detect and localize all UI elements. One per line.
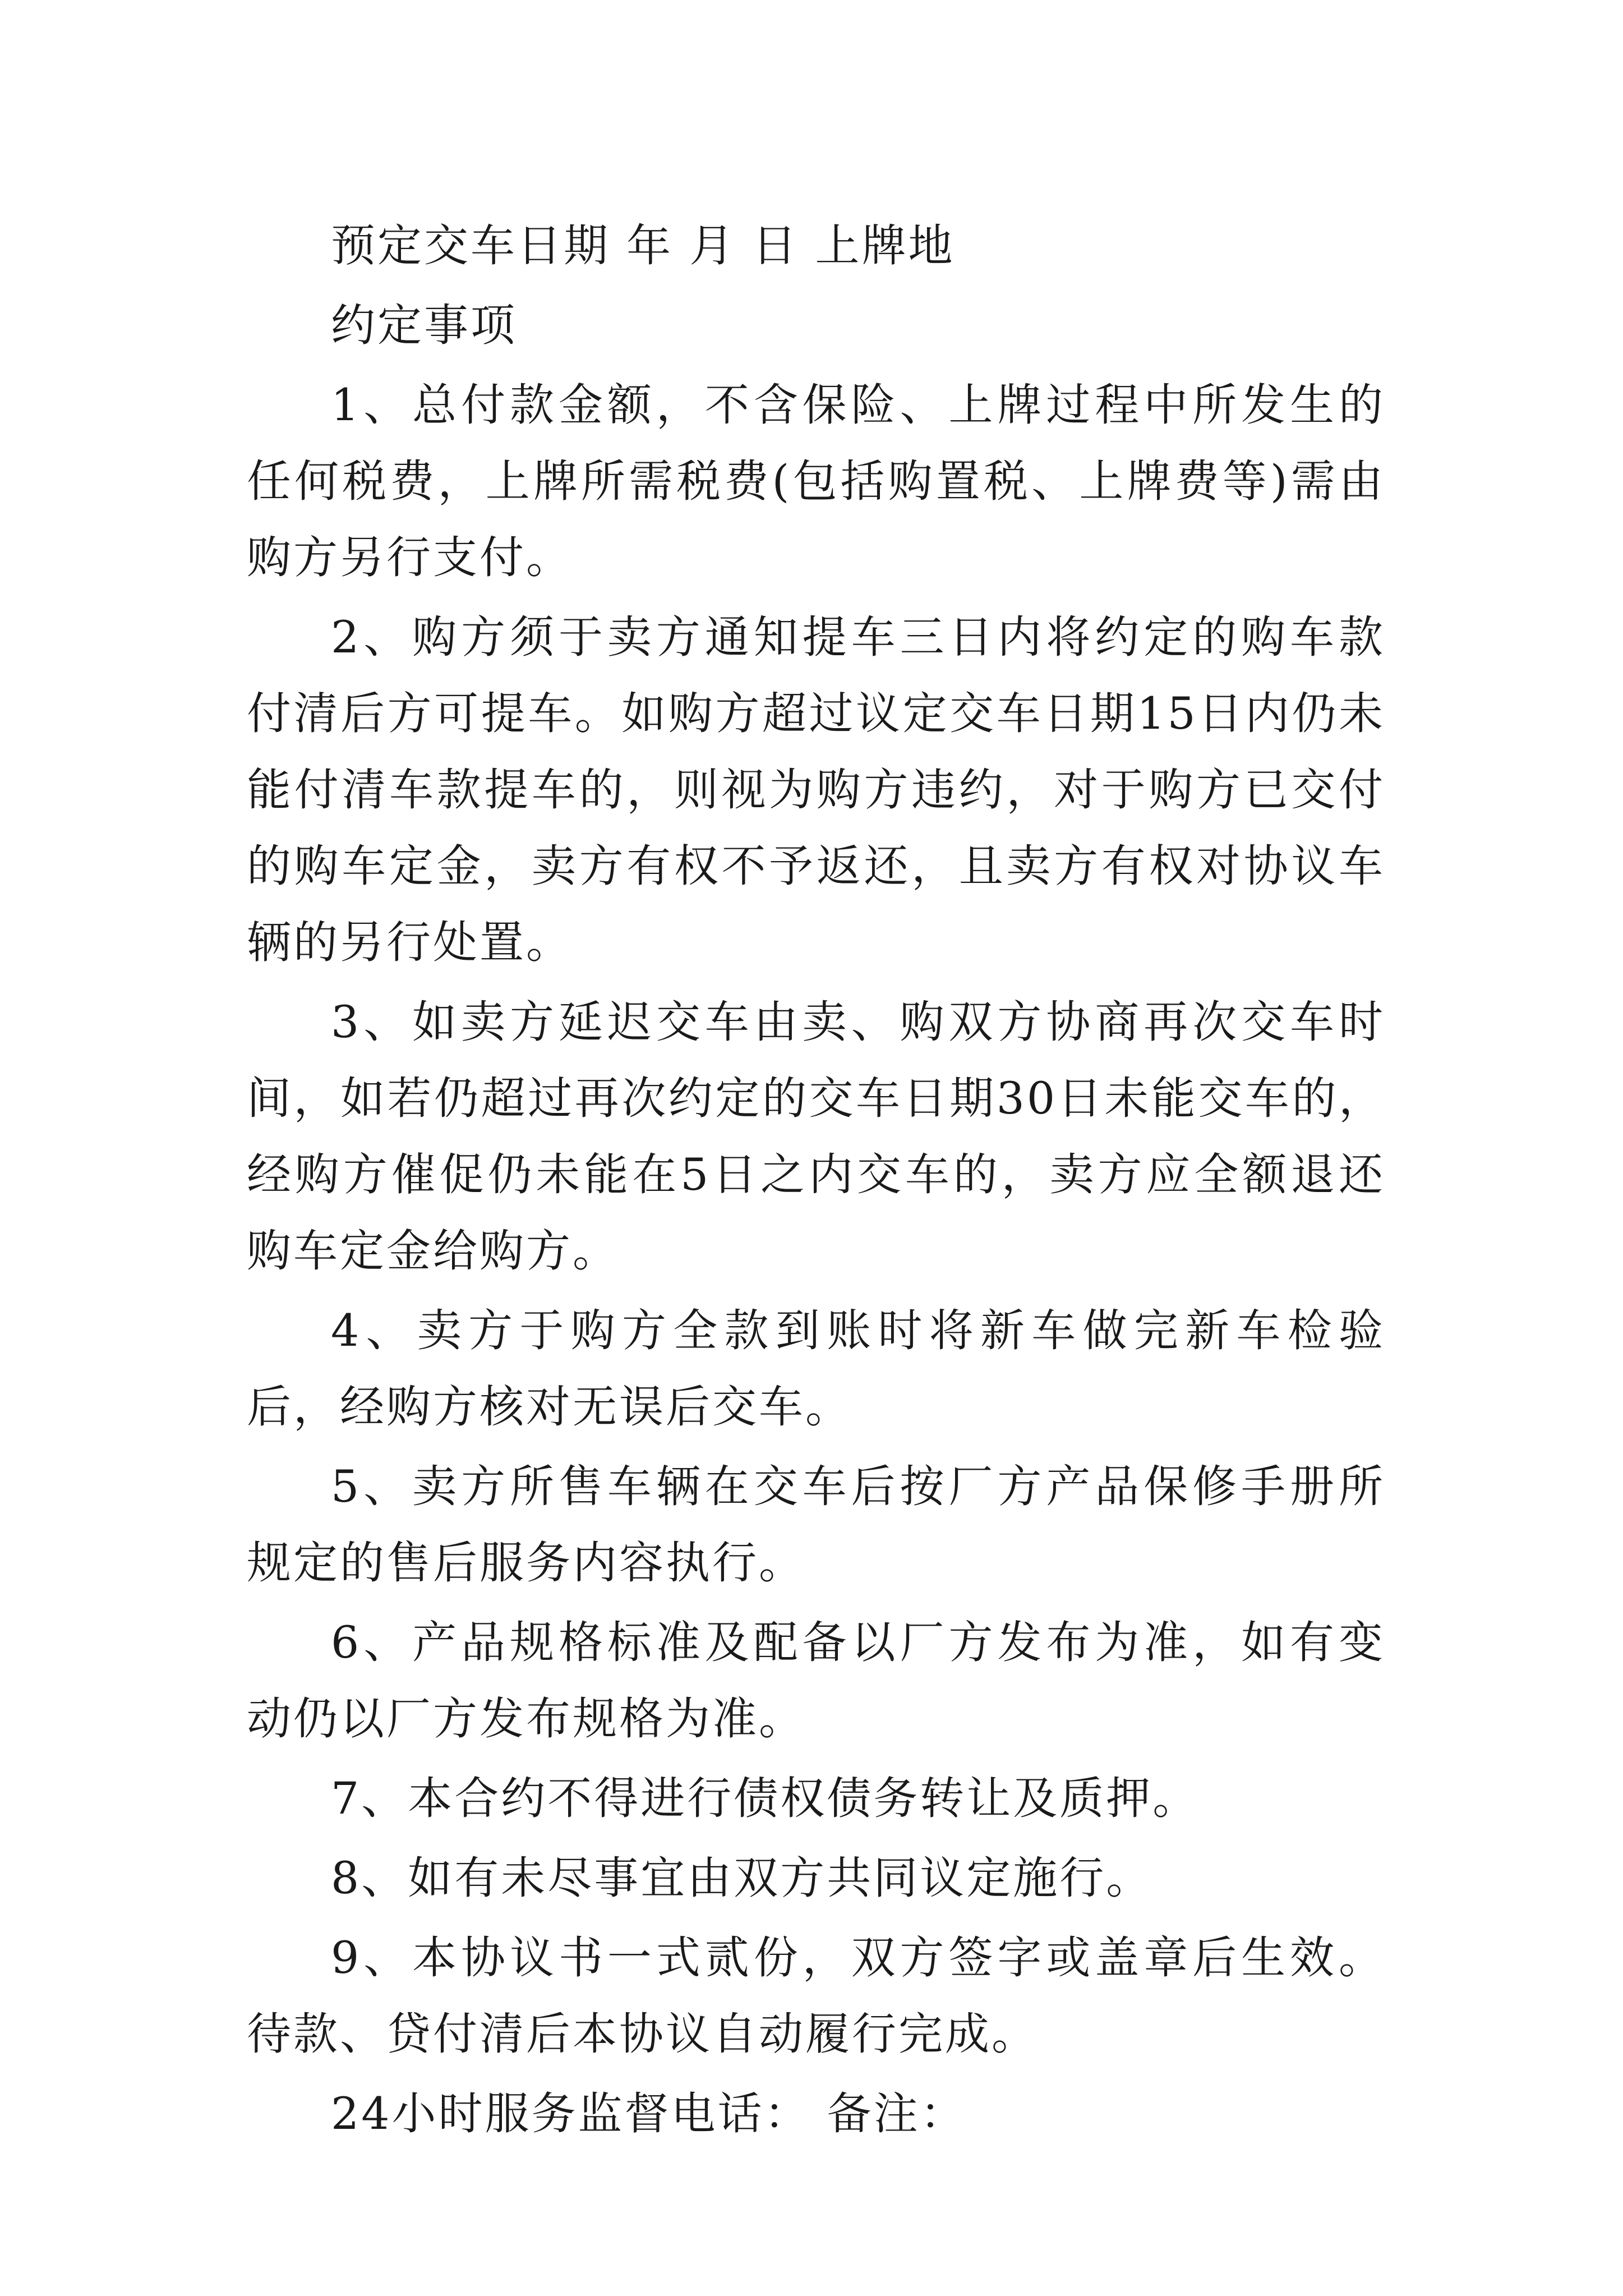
clause-2: 2、购方须于卖方通知提车三日内将约定的购车款付清后方可提车。如购方超过议定交车日期15日内仍未能付清车款提车的，则视为购方违约，对于购方已交付的购车定金，卖方有权不予返还，且卖方有权对协议车辆的另行处置。 <box>247 611 1385 968</box>
service-hotline-line: 24小时服务监督电话： 备注： <box>331 2088 967 2139</box>
clause-4: 4、卖方于购方全款到账时将新车做完新车检验后，经购方核对无误后交车。 <box>247 1305 1385 1433</box>
clause-1: 1、总付款金额，不含保险、上牌过程中所发生的任何税费，上牌所需税费(包括购置税、上牌费等)需由购方另行支付。 <box>247 379 1385 583</box>
delivery-date-line: 预定交车日期 年 月 日 上牌地 <box>331 220 955 272</box>
clause-7: 7、本合约不得进行债权债务转让及质押。 <box>331 1773 1200 1824</box>
clause-9: 9、本协议书一式贰份，双方签字或盖章后生效。待款、贷付清后本协议自动履行完成。 <box>247 1932 1385 2060</box>
clause-6: 6、产品规格标准及配备以厂方发布为准，如有变动仍以厂方发布规格为准。 <box>247 1617 1385 1745</box>
clause-5: 5、卖方所售车辆在交车后按厂方产品保修手册所规定的售后服务内容执行。 <box>247 1461 1385 1589</box>
clause-8: 8、如有未尽事宜由双方共同议定施行。 <box>331 1852 1153 1904</box>
section-title: 约定事项 <box>331 300 517 351</box>
document-body <box>247 208 1385 2155</box>
clause-3: 3、如卖方延迟交车由卖、购双方协商再次交车时间，如若仍超过再次约定的交车日期30日未能交车的，经购方催促仍未能在5日之内交车的，卖方应全额退还购车定金给购方。 <box>247 996 1385 1277</box>
